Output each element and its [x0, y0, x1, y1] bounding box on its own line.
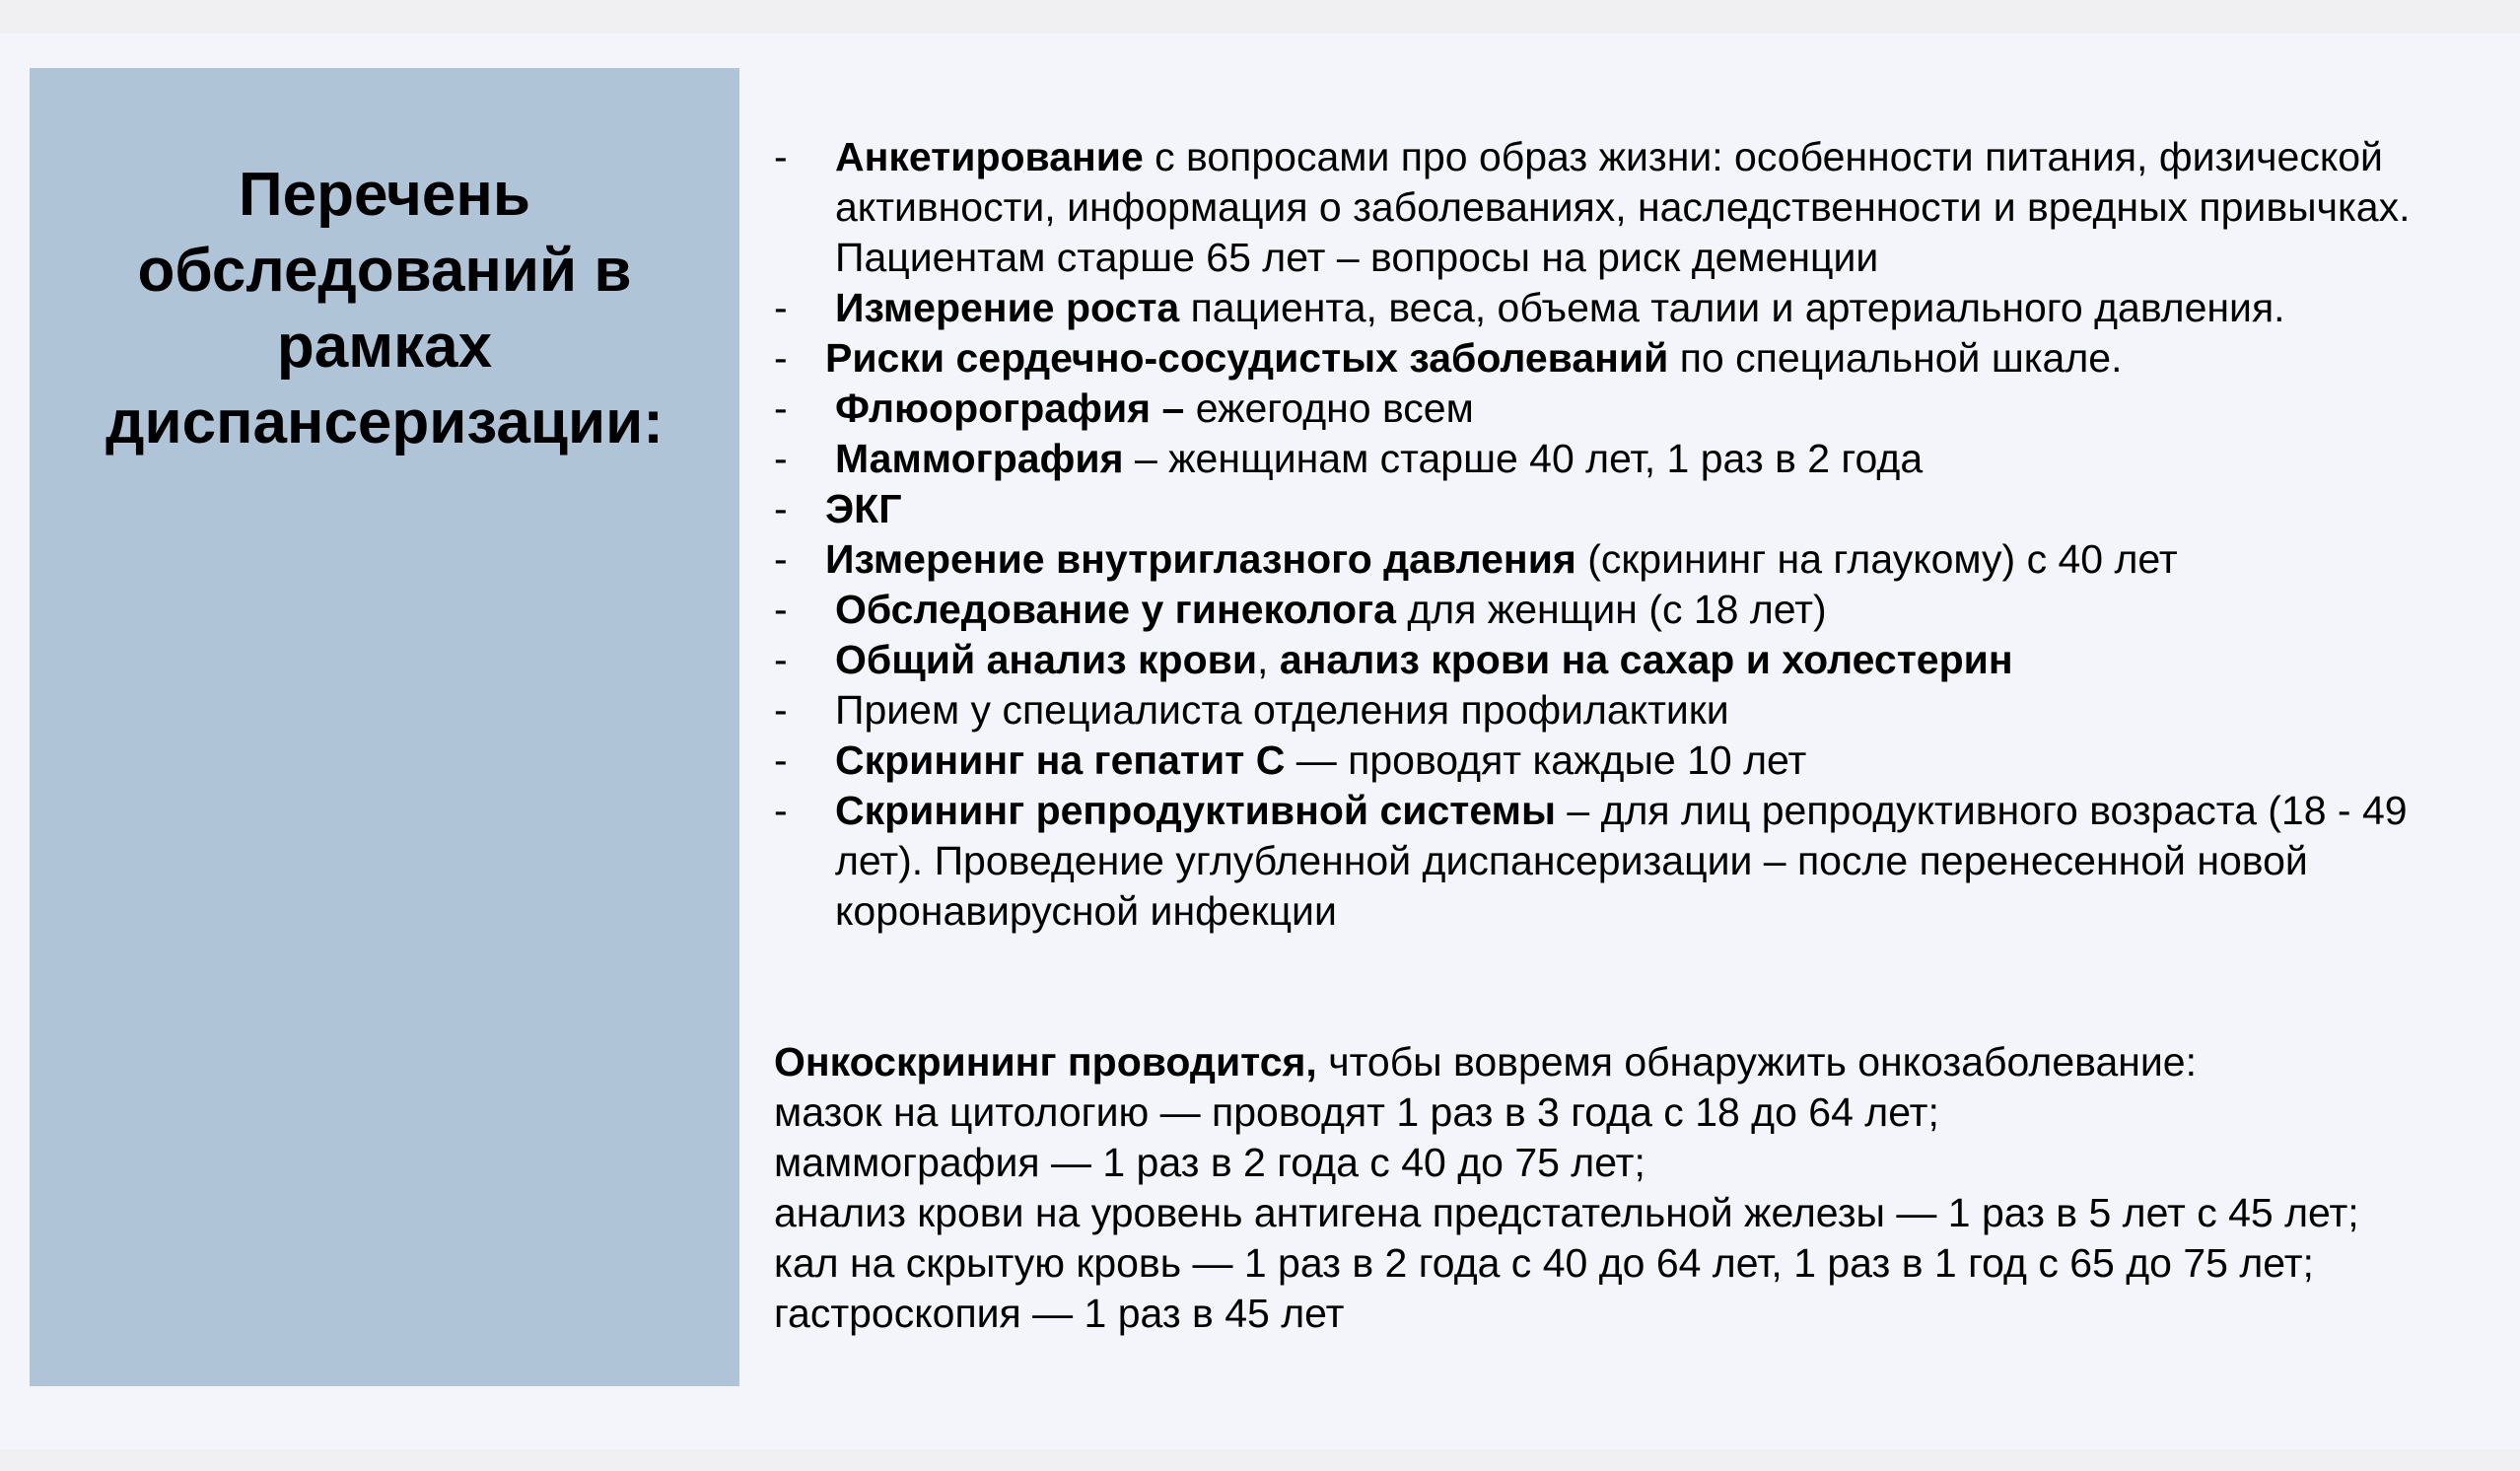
list-item: [774, 736, 2489, 786]
item-bold: Скрининг на гепатит С: [835, 737, 1286, 783]
list-dash: -: [774, 486, 788, 531]
list-item: [774, 484, 2489, 534]
list-dash: -: [774, 587, 788, 632]
item-text: ,: [1257, 637, 1280, 682]
list-dash: -: [774, 385, 788, 431]
item-text: – для лиц репродуктивного возраста (18 - 49 лет). Проведение углубленной диспансеризации – после перенесенной новой коронавирусной инфекции: [835, 788, 2408, 934]
onco-line: анализ крови на уровень антигена предстательной железы — 1 раз в 5 лет с 45 лет;: [774, 1190, 2359, 1235]
title-panel: [30, 68, 739, 1386]
content-area: [774, 132, 2489, 1339]
list-item: [774, 384, 2489, 434]
item-text: с вопросами про образ жизни: особенности питания, физической активности, информация о заболеваниях, наследственности и вредных привычках. Пациентам старше 65 лет – вопросы на риск деменции: [835, 134, 2411, 280]
item-text: ежегодно всем: [1184, 385, 1474, 431]
item-bold: Скрининг репродуктивной системы: [835, 788, 1556, 833]
onco-heading: [774, 1037, 2489, 1087]
title-line: Перечень: [239, 161, 530, 229]
item-bold: Измерение внутриглазного давления: [825, 536, 1576, 582]
item-text: — проводят каждые 10 лет: [1285, 737, 1807, 783]
item-bold: ЭКГ: [825, 486, 902, 531]
list-dash: -: [774, 536, 788, 582]
list-dash: -: [774, 687, 788, 733]
list-dash: -: [774, 637, 788, 682]
onco-line: гастроскопия — 1 раз в 45 лет: [774, 1291, 1345, 1336]
slide: [0, 34, 2520, 1449]
list-item: [774, 786, 2489, 937]
item-text: для женщин (с 18 лет): [1395, 587, 1827, 632]
page-title: [30, 157, 739, 460]
list-dash: -: [774, 335, 788, 381]
item-text: (скрининг на глаукому) с 40 лет: [1575, 536, 2178, 582]
list-item: [774, 585, 2489, 635]
onco-line: кал на скрытую кровь — 1 раз в 2 года с 40 до 64 лет, 1 раз в 1 год с 65 до 75 лет;: [774, 1240, 2314, 1286]
list-item: [774, 434, 2489, 484]
list-item: [774, 685, 2489, 736]
list-item: [774, 635, 2489, 685]
list-dash: -: [774, 285, 788, 330]
list-dash: -: [774, 788, 788, 833]
list-item: [774, 132, 2489, 283]
item-text: пациента, веса, объема талии и артериального давления.: [1179, 285, 2285, 330]
oncoscreening-block: [774, 1037, 2489, 1339]
item-bold: Флюорография –: [835, 385, 1185, 431]
item-bold: Обследование у гинеколога: [835, 587, 1396, 632]
item-bold: анализ крови на сахар и холестерин: [1279, 637, 2013, 682]
list-dash: -: [774, 436, 788, 481]
item-bold: Маммография: [835, 436, 1124, 481]
onco-line: мазок на цитологию — проводят 1 раз в 3 года с 18 до 64 лет;: [774, 1089, 1939, 1135]
onco-heading-text: чтобы вовремя обнаружить онкозаболевание:: [1316, 1039, 2197, 1085]
title-line: обследований в: [137, 237, 632, 305]
exam-list: [774, 132, 2489, 937]
onco-heading-bold: Онкоскрининг проводится,: [774, 1039, 1317, 1085]
item-text: – женщинам старше 40 лет, 1 раз в 2 года: [1123, 436, 1924, 481]
list-item: [774, 333, 2489, 384]
list-item: [774, 283, 2489, 333]
item-bold: Измерение роста: [835, 285, 1180, 330]
list-item: [774, 534, 2489, 585]
item-bold: Общий анализ крови: [835, 637, 1258, 682]
onco-line: маммография — 1 раз в 2 года с 40 до 75 лет;: [774, 1140, 1645, 1185]
title-line: диспансеризации:: [105, 388, 664, 456]
title-line: рамках: [276, 313, 493, 381]
list-dash: -: [774, 134, 788, 179]
item-text: Прием у специалиста отделения профилактики: [835, 687, 1729, 733]
list-dash: -: [774, 737, 788, 783]
item-bold: Анкетирование: [835, 134, 1144, 179]
item-bold: Риски сердечно-сосудистых заболеваний: [825, 335, 1669, 381]
item-text: по специальной шкале.: [1668, 335, 2123, 381]
